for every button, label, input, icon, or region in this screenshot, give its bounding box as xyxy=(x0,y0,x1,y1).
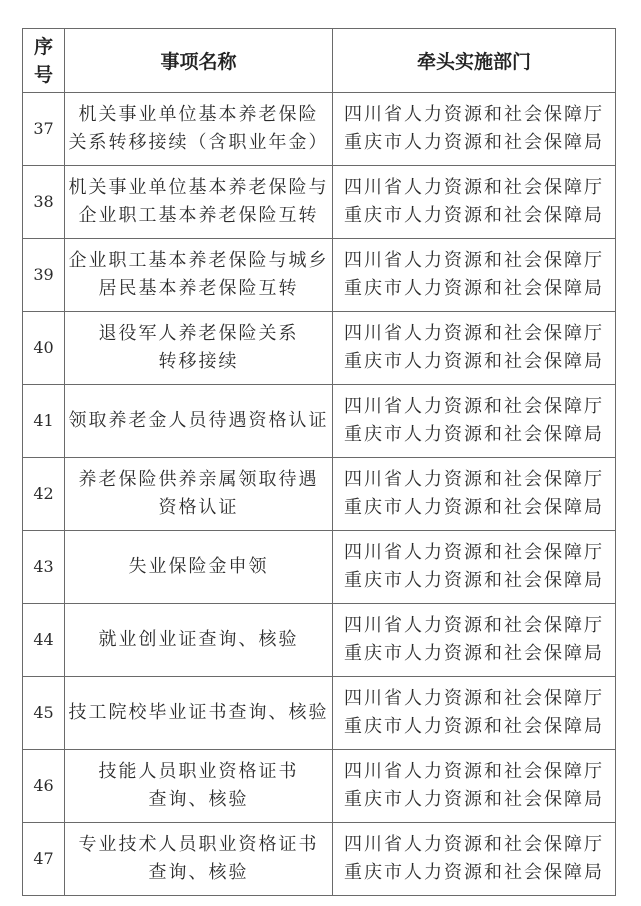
department-line: 四川省人力资源和社会保障厅 xyxy=(344,542,604,563)
department-cell xyxy=(333,239,616,312)
row-number: 46 xyxy=(23,750,65,823)
table-row xyxy=(23,239,616,312)
row-number: 42 xyxy=(23,458,65,531)
item-name-cell xyxy=(65,823,333,896)
item-name-line: 技能人员职业资格证书 xyxy=(98,761,299,782)
table-row xyxy=(23,312,616,385)
item-name-line: 转移接续 xyxy=(158,351,239,372)
department-cell xyxy=(333,750,616,823)
department-line: 四川省人力资源和社会保障厅 xyxy=(344,688,604,709)
table-row xyxy=(23,458,616,531)
item-name-line: 技工院校毕业证书查询、核验 xyxy=(68,702,329,723)
department-line: 重庆市人力资源和社会保障局 xyxy=(344,497,604,518)
row-number: 39 xyxy=(23,239,65,312)
row-number: 44 xyxy=(23,604,65,677)
item-name-cell xyxy=(65,239,333,312)
item-name-line: 查询、核验 xyxy=(148,862,249,883)
department-line: 四川省人力资源和社会保障厅 xyxy=(344,761,604,782)
item-name-cell xyxy=(65,531,333,604)
item-name-line: 领取养老金人员待遇资格认证 xyxy=(68,410,329,431)
table-row xyxy=(23,531,616,604)
row-number: 43 xyxy=(23,531,65,604)
department-line: 四川省人力资源和社会保障厅 xyxy=(344,323,604,344)
table-row xyxy=(23,166,616,239)
row-number: 45 xyxy=(23,677,65,750)
item-name-line: 机关事业单位基本养老保险 xyxy=(78,104,319,125)
table-row xyxy=(23,385,616,458)
department-line: 四川省人力资源和社会保障厅 xyxy=(344,104,604,125)
row-number: 41 xyxy=(23,385,65,458)
row-number: 40 xyxy=(23,312,65,385)
department-cell xyxy=(333,604,616,677)
item-name-line: 关系转移接续（含职业年金） xyxy=(68,132,329,153)
item-name-line: 就业创业证查询、核验 xyxy=(98,629,299,650)
table-row xyxy=(23,93,616,166)
header-item-name: 事项名称 xyxy=(65,29,333,93)
header-seq: 序 号 xyxy=(23,29,65,93)
department-cell xyxy=(333,312,616,385)
item-name-line: 企业职工基本养老保险与城乡 xyxy=(68,250,329,271)
item-name-cell xyxy=(65,750,333,823)
item-name-cell xyxy=(65,93,333,166)
item-name-line: 查询、核验 xyxy=(148,789,249,810)
department-cell xyxy=(333,531,616,604)
item-name-cell xyxy=(65,166,333,239)
item-name-cell xyxy=(65,312,333,385)
table-row xyxy=(23,750,616,823)
table-row xyxy=(23,823,616,896)
department-cell xyxy=(333,677,616,750)
department-line: 四川省人力资源和社会保障厅 xyxy=(344,250,604,271)
department-line: 重庆市人力资源和社会保障局 xyxy=(344,643,604,664)
department-cell xyxy=(333,166,616,239)
item-name-cell xyxy=(65,677,333,750)
table-row xyxy=(23,604,616,677)
item-name-line: 养老保险供养亲属领取待遇 xyxy=(78,469,319,490)
item-name-cell xyxy=(65,385,333,458)
row-number: 37 xyxy=(23,93,65,166)
department-line: 重庆市人力资源和社会保障局 xyxy=(344,789,604,810)
department-line: 四川省人力资源和社会保障厅 xyxy=(344,834,604,855)
department-cell xyxy=(333,385,616,458)
department-line: 四川省人力资源和社会保障厅 xyxy=(344,177,604,198)
department-line: 重庆市人力资源和社会保障局 xyxy=(344,351,604,372)
department-line: 重庆市人力资源和社会保障局 xyxy=(344,132,604,153)
item-name-line: 失业保险金申领 xyxy=(128,556,269,577)
department-line: 重庆市人力资源和社会保障局 xyxy=(344,716,604,737)
department-line: 重庆市人力资源和社会保障局 xyxy=(344,862,604,883)
item-name-line: 资格认证 xyxy=(158,497,239,518)
department-line: 重庆市人力资源和社会保障局 xyxy=(344,278,604,299)
department-line: 四川省人力资源和社会保障厅 xyxy=(344,469,604,490)
department-line: 四川省人力资源和社会保障厅 xyxy=(344,615,604,636)
department-line: 重庆市人力资源和社会保障局 xyxy=(344,205,604,226)
row-number: 47 xyxy=(23,823,65,896)
department-line: 重庆市人力资源和社会保障局 xyxy=(344,570,604,591)
department-cell xyxy=(333,93,616,166)
row-number: 38 xyxy=(23,166,65,239)
department-line: 四川省人力资源和社会保障厅 xyxy=(344,396,604,417)
table-row xyxy=(23,677,616,750)
department-line: 重庆市人力资源和社会保障局 xyxy=(344,424,604,445)
item-name-line: 退役军人养老保险关系 xyxy=(98,323,299,344)
header-department: 牵头实施部门 xyxy=(333,29,616,93)
item-name-cell xyxy=(65,458,333,531)
item-name-line: 机关事业单位基本养老保险与 xyxy=(68,177,329,198)
item-name-line: 居民基本养老保险互转 xyxy=(98,278,299,299)
table-header-row xyxy=(23,29,616,93)
department-cell xyxy=(333,458,616,531)
item-name-cell xyxy=(65,604,333,677)
items-table xyxy=(22,28,616,896)
item-name-line: 专业技术人员职业资格证书 xyxy=(78,834,319,855)
department-cell xyxy=(333,823,616,896)
item-name-line: 企业职工基本养老保险互转 xyxy=(78,205,319,226)
